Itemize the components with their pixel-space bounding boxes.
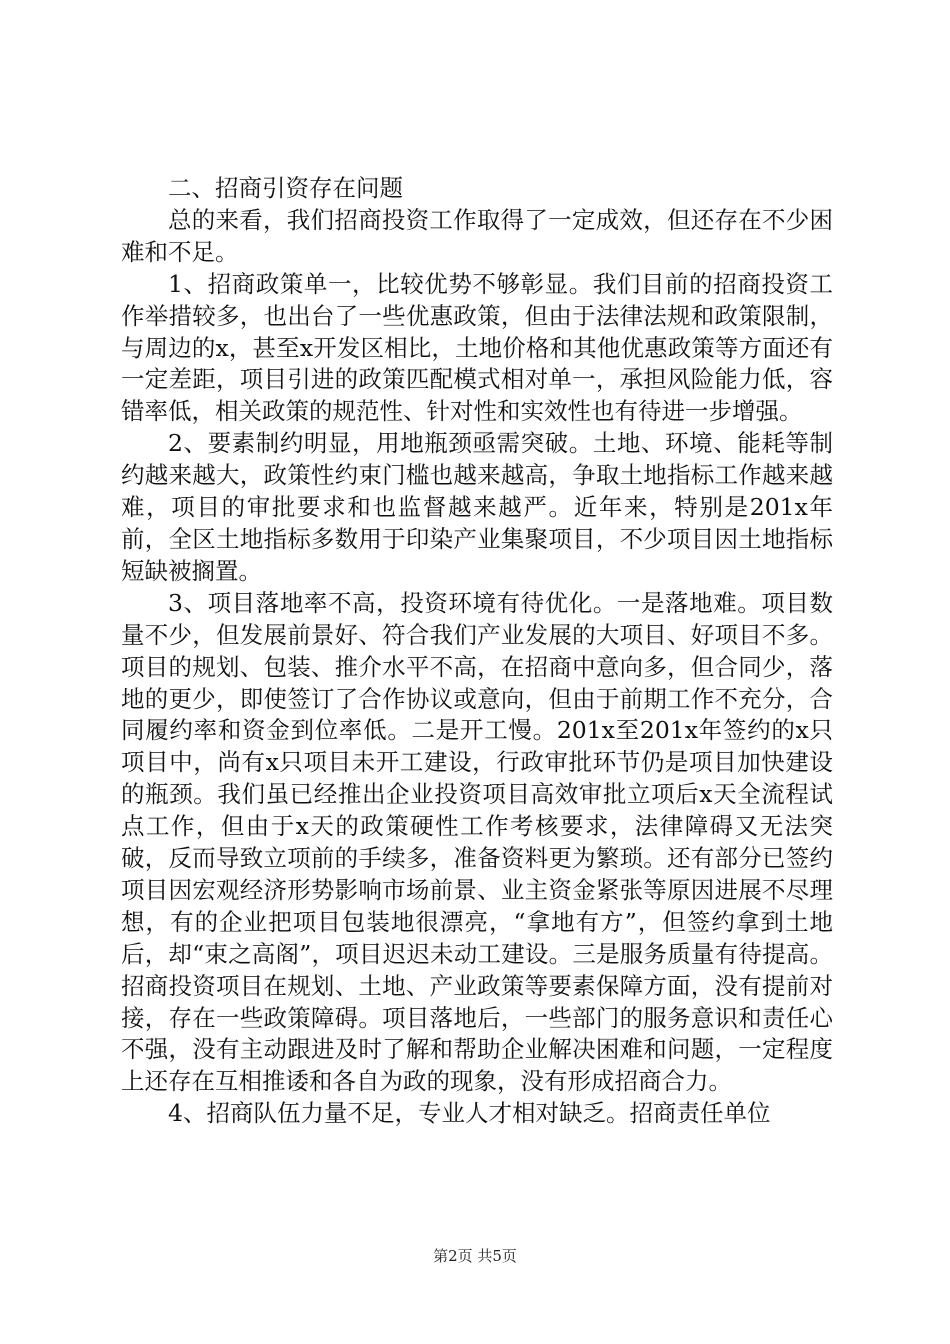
paragraph-summary: 总的来看，我们招商投资工作取得了一定成效，但还存在不少困难和不足。 — [121, 205, 833, 266]
paragraph-item-2: 2、要素制约明显，用地瓶颈亟需突破。土地、环境、能耗等制约越来越大，政策性约束门槛也越来越高，争取土地指标工作越来越难，项目的审批要求和也监督越来越严。近年来，特别是201x年前，全区土地指标多数用于印染产业集聚项目，不少项目因土地指标短缺被搁置。 — [121, 429, 833, 585]
paragraph-item-1: 1、招商政策单一，比较优势不够彰显。我们目前的招商投资工作举措较多，也出台了一些优惠政策，但由于法律法规和政策限制，与周边的x，甚至x开发区相比，土地价格和其他优惠政策等方面还有一定差距，项目引进的政策匹配模式相对单一，承担风险能力低，容错率低，相关政策的规范性、针对性和实效性也有待进一步增强。 — [121, 269, 833, 426]
section-heading: 二、招商引资存在问题 — [168, 174, 403, 202]
document-body — [121, 173, 833, 1130]
paragraph-item-3: 3、项目落地率不高，投资环境有待优化。一是落地难。项目数量不少，但发展前景好、符合我们产业发展的大项目、好项目不多。项目的规划、包装、推介水平不高，在招商中意向多，但合同少，落地的更少，即使签订了合作协议或意向，但由于前期工作不充分，合同履约率和资金到位率低。二是开工慢。201x至201x年签约的x只项目中，尚有x只项目未开工建设，行政审批环节仍是项目加快建设的瓶颈。我们虽已经推出企业投资项目高效审批立项后x天全流程试点工作，但由于x天的政策硬性工作考核要求，法律障碍又无法突破，反而导致立项前的手续多，准备资料更为繁琐。还有部分已签约项目因宏观经济形势影响市场前景、业主资金紧张等原因进展不尽理想，有的企业把项目包装地很漂亮，“拿地有方”，但签约拿到土地后，却“束之高阁”，项目迟迟未动工建设。三是服务质量有待提高。招商投资项目在规划、土地、产业政策等要素保障方面，没有提前对接，存在一些政策障碍。项目落地后，一些部门的服务意识和责任心不强，没有主动跟进及时了解和帮助企业解决困难和问题，一定程度上还存在互相推诿和各自为政的现象，没有形成招商合力。 — [121, 588, 833, 1096]
page-number-footer: 第2页 共5页 — [433, 1247, 517, 1265]
paragraph-item-4: 4、招商队伍力量不足，专业人才相对缺乏。招商责任单位 — [168, 1099, 771, 1128]
